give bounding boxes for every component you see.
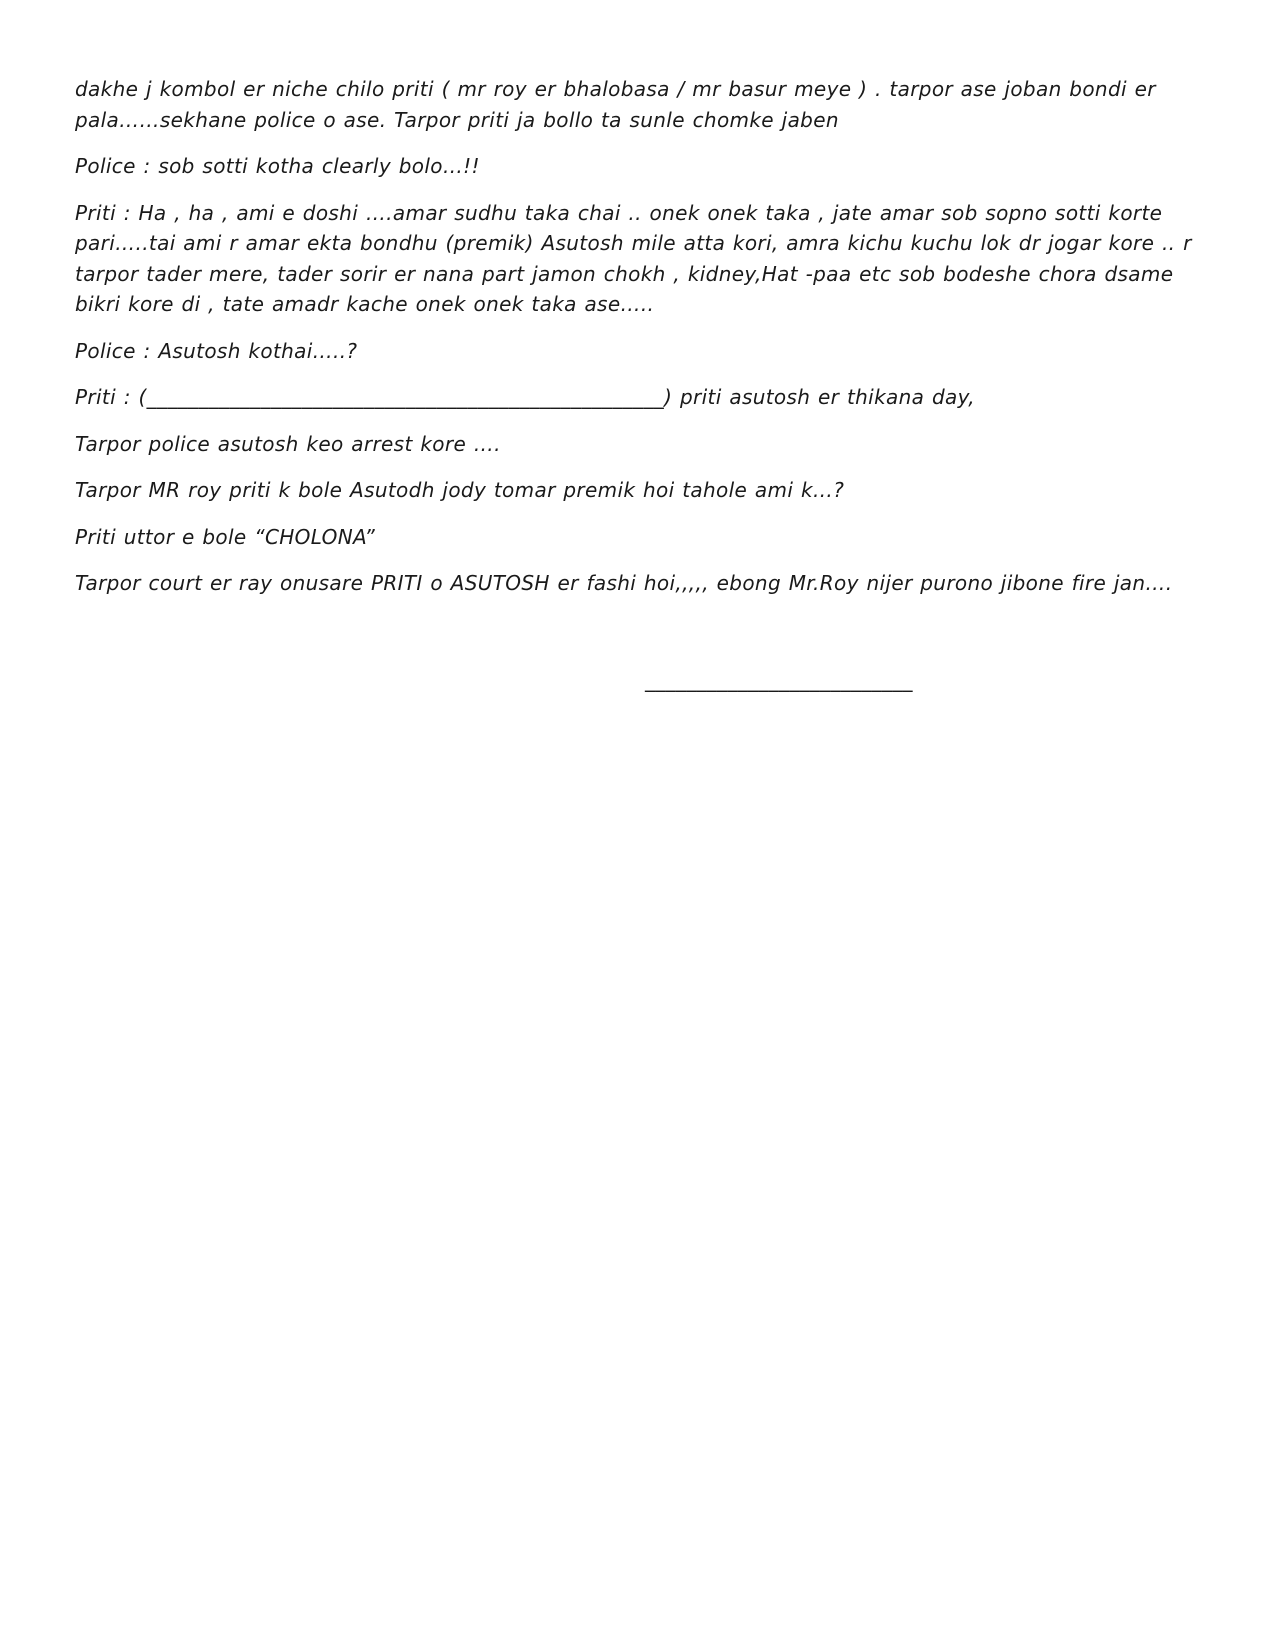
story-text xyxy=(75,74,1205,615)
paragraph-police-question-1: Police : sob sotti kotha clearly bolo…!! xyxy=(75,154,480,178)
paragraph-ending: Tarpor court er ray onusare PRITI o ASUTOSH er fashi hoi,,,,, ebong Mr.Roy nijer purono jibone fire jan…. xyxy=(75,571,1173,595)
end-divider-line: __________________________ xyxy=(645,668,913,692)
paragraph-priti-confession: Priti : Ha , ha , ami e doshi ….amar sudhu taka chai .. onek onek taka , jate amar sob sopno sotti korte pari…..tai ami r amar ekta bondhu (premik) Asutosh mile atta kori, amra kichu kuchu lok dr jogar kore .. r tarpor tader mere, tader sorir er nana part jamon chokh , kidney,Hat -paa etc sob bodeshe chora dsame bikri kore di , tate amadr kache onek onek taka ase….. xyxy=(75,200,1192,316)
paragraph-police-question-2: Police : Asutosh kothai…..? xyxy=(75,338,358,363)
paragraph-arrest: Tarpor police asutosh keo arrest kore …. xyxy=(75,431,501,456)
paragraph-priti-reply: Priti uttor e bole “CHOLONA” xyxy=(75,524,376,549)
paragraph-mr-roy-question: Tarpor MR roy priti k bole Asutodh jody tomar premik hoi tahole ami k…? xyxy=(75,478,845,502)
paragraph-narration-1: dakhe j kombol er niche chilo priti ( mr roy er bhalobasa / mr basur meye ) . tarpor ase joban bondi er pala……sekhane police o ase. Tarpor priti ja bollo ta sunle chomke jaben xyxy=(75,77,1156,132)
paragraph-priti-answer: Priti : (__________________________________________________) priti asutosh er thikana day, xyxy=(75,385,975,409)
